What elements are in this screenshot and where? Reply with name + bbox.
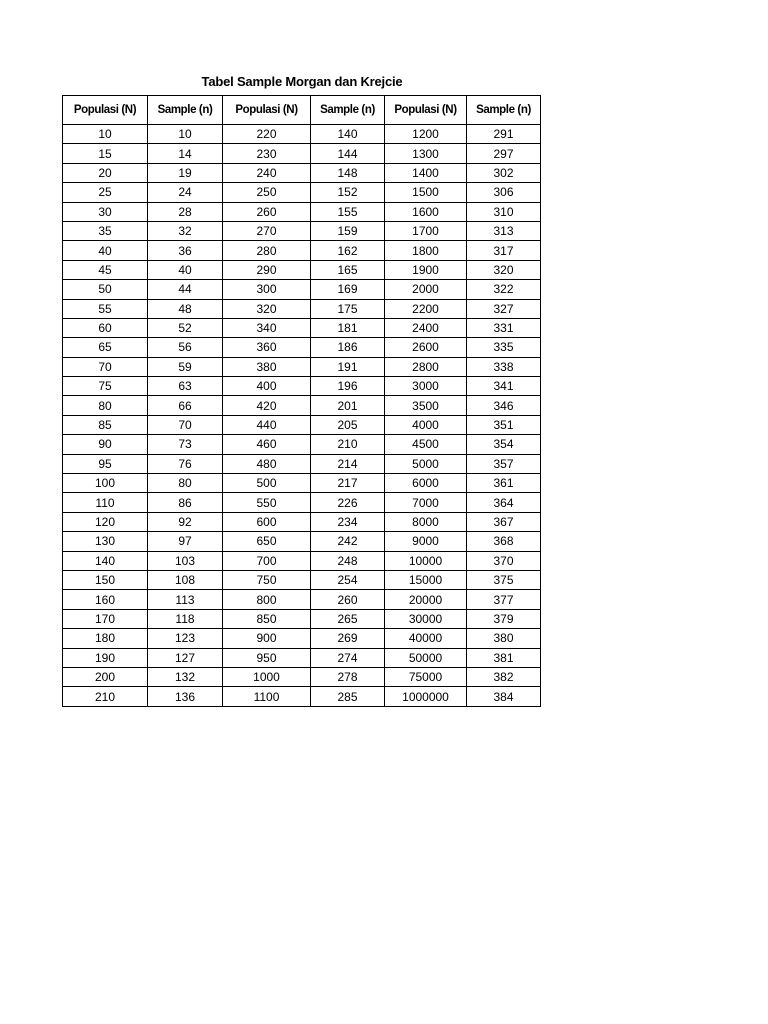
cell-populasi-3: 4000 — [385, 415, 467, 434]
cell-populasi-2: 950 — [223, 648, 311, 667]
cell-sample-1: 44 — [148, 280, 223, 299]
cell-sample-3: 335 — [467, 338, 541, 357]
cell-sample-2: 254 — [311, 570, 385, 589]
cell-populasi-1: 25 — [63, 183, 148, 202]
cell-sample-1: 56 — [148, 338, 223, 357]
cell-populasi-1: 90 — [63, 435, 148, 454]
cell-sample-1: 127 — [148, 648, 223, 667]
cell-populasi-2: 230 — [223, 144, 311, 163]
cell-sample-1: 40 — [148, 260, 223, 279]
cell-sample-2: 162 — [311, 241, 385, 260]
table-header-row — [63, 96, 541, 125]
cell-sample-3: 380 — [467, 629, 541, 648]
cell-sample-2: 226 — [311, 493, 385, 512]
cell-sample-1: 70 — [148, 415, 223, 434]
cell-sample-3: 354 — [467, 435, 541, 454]
table-row — [63, 570, 541, 589]
header-sample-3: Sample (n) — [467, 96, 541, 125]
cell-populasi-1: 95 — [63, 454, 148, 473]
cell-sample-1: 14 — [148, 144, 223, 163]
cell-sample-2: 165 — [311, 260, 385, 279]
cell-sample-2: 148 — [311, 163, 385, 182]
table-row — [63, 377, 541, 396]
table-row — [63, 474, 541, 493]
cell-sample-2: 201 — [311, 396, 385, 415]
cell-sample-3: 346 — [467, 396, 541, 415]
table-row — [63, 415, 541, 434]
table-row — [63, 629, 541, 648]
cell-sample-3: 384 — [467, 687, 541, 706]
cell-populasi-2: 250 — [223, 183, 311, 202]
cell-populasi-2: 340 — [223, 318, 311, 337]
table-row — [63, 202, 541, 221]
cell-populasi-3: 4500 — [385, 435, 467, 454]
cell-sample-3: 338 — [467, 357, 541, 376]
cell-sample-2: 144 — [311, 144, 385, 163]
table-row — [63, 435, 541, 454]
cell-populasi-2: 260 — [223, 202, 311, 221]
cell-sample-1: 59 — [148, 357, 223, 376]
table-row — [63, 221, 541, 240]
cell-sample-1: 52 — [148, 318, 223, 337]
cell-populasi-3: 10000 — [385, 551, 467, 570]
cell-populasi-2: 440 — [223, 415, 311, 434]
cell-populasi-2: 550 — [223, 493, 311, 512]
cell-populasi-3: 15000 — [385, 570, 467, 589]
cell-populasi-3: 2800 — [385, 357, 467, 376]
cell-sample-3: 341 — [467, 377, 541, 396]
cell-sample-2: 269 — [311, 629, 385, 648]
cell-sample-3: 331 — [467, 318, 541, 337]
header-populasi-2: Populasi (N) — [223, 96, 311, 125]
cell-sample-1: 19 — [148, 163, 223, 182]
cell-sample-3: 297 — [467, 144, 541, 163]
cell-populasi-3: 1000000 — [385, 687, 467, 706]
table-row — [63, 396, 541, 415]
table-row — [63, 493, 541, 512]
cell-populasi-3: 40000 — [385, 629, 467, 648]
cell-sample-1: 113 — [148, 590, 223, 609]
cell-populasi-2: 400 — [223, 377, 311, 396]
cell-populasi-3: 2600 — [385, 338, 467, 357]
cell-populasi-1: 10 — [63, 125, 148, 144]
cell-sample-3: 327 — [467, 299, 541, 318]
cell-populasi-2: 300 — [223, 280, 311, 299]
cell-populasi-1: 20 — [63, 163, 148, 182]
table-row — [63, 551, 541, 570]
cell-populasi-3: 9000 — [385, 532, 467, 551]
cell-sample-2: 152 — [311, 183, 385, 202]
header-populasi-3: Populasi (N) — [385, 96, 467, 125]
table-row — [63, 512, 541, 531]
cell-populasi-3: 5000 — [385, 454, 467, 473]
cell-populasi-1: 45 — [63, 260, 148, 279]
cell-populasi-3: 1600 — [385, 202, 467, 221]
cell-populasi-3: 75000 — [385, 667, 467, 686]
table-row — [63, 183, 541, 202]
cell-sample-3: 381 — [467, 648, 541, 667]
table-row — [63, 163, 541, 182]
cell-populasi-3: 1400 — [385, 163, 467, 182]
table-row — [63, 280, 541, 299]
cell-populasi-1: 30 — [63, 202, 148, 221]
cell-populasi-1: 65 — [63, 338, 148, 357]
cell-populasi-3: 2000 — [385, 280, 467, 299]
cell-sample-1: 103 — [148, 551, 223, 570]
cell-populasi-2: 280 — [223, 241, 311, 260]
cell-sample-1: 136 — [148, 687, 223, 706]
cell-populasi-1: 100 — [63, 474, 148, 493]
cell-sample-3: 364 — [467, 493, 541, 512]
cell-populasi-1: 55 — [63, 299, 148, 318]
cell-populasi-2: 270 — [223, 221, 311, 240]
cell-sample-2: 169 — [311, 280, 385, 299]
cell-populasi-2: 240 — [223, 163, 311, 182]
cell-sample-3: 370 — [467, 551, 541, 570]
cell-sample-2: 186 — [311, 338, 385, 357]
table-row — [63, 318, 541, 337]
cell-populasi-1: 210 — [63, 687, 148, 706]
table-body — [63, 125, 541, 707]
table-row — [63, 338, 541, 357]
cell-populasi-2: 480 — [223, 454, 311, 473]
cell-sample-2: 234 — [311, 512, 385, 531]
cell-sample-2: 155 — [311, 202, 385, 221]
cell-populasi-3: 30000 — [385, 609, 467, 628]
table-row — [63, 144, 541, 163]
table-row — [63, 125, 541, 144]
cell-sample-1: 73 — [148, 435, 223, 454]
cell-sample-2: 159 — [311, 221, 385, 240]
cell-sample-3: 302 — [467, 163, 541, 182]
cell-populasi-3: 3000 — [385, 377, 467, 396]
cell-sample-2: 214 — [311, 454, 385, 473]
table-row — [63, 357, 541, 376]
cell-populasi-3: 2400 — [385, 318, 467, 337]
cell-sample-1: 86 — [148, 493, 223, 512]
cell-sample-1: 132 — [148, 667, 223, 686]
cell-populasi-3: 1300 — [385, 144, 467, 163]
cell-populasi-3: 7000 — [385, 493, 467, 512]
cell-populasi-1: 130 — [63, 532, 148, 551]
table-row — [63, 667, 541, 686]
table-row — [63, 590, 541, 609]
cell-populasi-1: 80 — [63, 396, 148, 415]
cell-populasi-2: 290 — [223, 260, 311, 279]
cell-populasi-2: 650 — [223, 532, 311, 551]
table-row — [63, 687, 541, 706]
cell-sample-1: 92 — [148, 512, 223, 531]
cell-populasi-1: 120 — [63, 512, 148, 531]
cell-populasi-1: 35 — [63, 221, 148, 240]
cell-sample-1: 76 — [148, 454, 223, 473]
cell-populasi-2: 380 — [223, 357, 311, 376]
cell-sample-2: 175 — [311, 299, 385, 318]
cell-populasi-3: 6000 — [385, 474, 467, 493]
cell-sample-3: 368 — [467, 532, 541, 551]
cell-sample-2: 248 — [311, 551, 385, 570]
cell-sample-2: 210 — [311, 435, 385, 454]
table-title: Tabel Sample Morgan dan Krejcie — [201, 74, 403, 89]
cell-populasi-2: 900 — [223, 629, 311, 648]
cell-sample-1: 36 — [148, 241, 223, 260]
cell-populasi-1: 160 — [63, 590, 148, 609]
cell-populasi-1: 140 — [63, 551, 148, 570]
cell-sample-1: 32 — [148, 221, 223, 240]
cell-populasi-2: 1100 — [223, 687, 311, 706]
cell-populasi-2: 420 — [223, 396, 311, 415]
cell-sample-3: 320 — [467, 260, 541, 279]
cell-sample-2: 278 — [311, 667, 385, 686]
cell-sample-3: 317 — [467, 241, 541, 260]
cell-populasi-1: 50 — [63, 280, 148, 299]
cell-populasi-3: 1500 — [385, 183, 467, 202]
cell-populasi-2: 360 — [223, 338, 311, 357]
cell-populasi-3: 8000 — [385, 512, 467, 531]
cell-sample-3: 382 — [467, 667, 541, 686]
cell-sample-2: 191 — [311, 357, 385, 376]
cell-populasi-1: 170 — [63, 609, 148, 628]
cell-sample-2: 217 — [311, 474, 385, 493]
cell-sample-1: 63 — [148, 377, 223, 396]
cell-populasi-1: 70 — [63, 357, 148, 376]
table-row — [63, 260, 541, 279]
cell-sample-1: 118 — [148, 609, 223, 628]
cell-populasi-2: 320 — [223, 299, 311, 318]
cell-sample-3: 351 — [467, 415, 541, 434]
cell-sample-1: 10 — [148, 125, 223, 144]
header-sample-1: Sample (n) — [148, 96, 223, 125]
cell-sample-3: 306 — [467, 183, 541, 202]
cell-sample-1: 48 — [148, 299, 223, 318]
cell-populasi-1: 180 — [63, 629, 148, 648]
cell-sample-3: 375 — [467, 570, 541, 589]
cell-sample-3: 291 — [467, 125, 541, 144]
cell-populasi-1: 85 — [63, 415, 148, 434]
header-sample-2: Sample (n) — [311, 96, 385, 125]
header-populasi-1: Populasi (N) — [63, 96, 148, 125]
cell-sample-2: 265 — [311, 609, 385, 628]
cell-populasi-1: 150 — [63, 570, 148, 589]
cell-populasi-3: 1900 — [385, 260, 467, 279]
table-row — [63, 532, 541, 551]
cell-populasi-2: 800 — [223, 590, 311, 609]
cell-sample-2: 205 — [311, 415, 385, 434]
cell-sample-1: 66 — [148, 396, 223, 415]
cell-sample-1: 108 — [148, 570, 223, 589]
cell-sample-1: 24 — [148, 183, 223, 202]
cell-sample-2: 274 — [311, 648, 385, 667]
cell-populasi-3: 3500 — [385, 396, 467, 415]
cell-populasi-1: 60 — [63, 318, 148, 337]
cell-populasi-2: 500 — [223, 474, 311, 493]
cell-populasi-1: 40 — [63, 241, 148, 260]
cell-sample-3: 313 — [467, 221, 541, 240]
cell-sample-3: 357 — [467, 454, 541, 473]
cell-populasi-2: 1000 — [223, 667, 311, 686]
cell-sample-2: 196 — [311, 377, 385, 396]
cell-populasi-3: 2200 — [385, 299, 467, 318]
cell-sample-2: 260 — [311, 590, 385, 609]
table-row — [63, 609, 541, 628]
cell-sample-1: 28 — [148, 202, 223, 221]
table-row — [63, 241, 541, 260]
cell-populasi-2: 750 — [223, 570, 311, 589]
cell-populasi-1: 110 — [63, 493, 148, 512]
cell-sample-2: 181 — [311, 318, 385, 337]
cell-sample-1: 80 — [148, 474, 223, 493]
cell-populasi-1: 15 — [63, 144, 148, 163]
cell-populasi-2: 600 — [223, 512, 311, 531]
table-row — [63, 454, 541, 473]
cell-populasi-3: 50000 — [385, 648, 467, 667]
cell-populasi-3: 1800 — [385, 241, 467, 260]
cell-sample-3: 361 — [467, 474, 541, 493]
cell-populasi-1: 190 — [63, 648, 148, 667]
cell-sample-2: 140 — [311, 125, 385, 144]
cell-populasi-1: 200 — [63, 667, 148, 686]
cell-sample-2: 242 — [311, 532, 385, 551]
sample-size-table — [62, 95, 541, 707]
cell-sample-3: 377 — [467, 590, 541, 609]
cell-sample-3: 379 — [467, 609, 541, 628]
cell-sample-1: 97 — [148, 532, 223, 551]
cell-populasi-1: 75 — [63, 377, 148, 396]
cell-sample-2: 285 — [311, 687, 385, 706]
cell-sample-1: 123 — [148, 629, 223, 648]
cell-populasi-2: 460 — [223, 435, 311, 454]
cell-populasi-3: 1700 — [385, 221, 467, 240]
cell-populasi-2: 700 — [223, 551, 311, 570]
cell-populasi-3: 20000 — [385, 590, 467, 609]
cell-populasi-2: 850 — [223, 609, 311, 628]
cell-sample-3: 310 — [467, 202, 541, 221]
cell-populasi-2: 220 — [223, 125, 311, 144]
table-row — [63, 299, 541, 318]
cell-populasi-3: 1200 — [385, 125, 467, 144]
cell-sample-3: 322 — [467, 280, 541, 299]
cell-sample-3: 367 — [467, 512, 541, 531]
table-row — [63, 648, 541, 667]
